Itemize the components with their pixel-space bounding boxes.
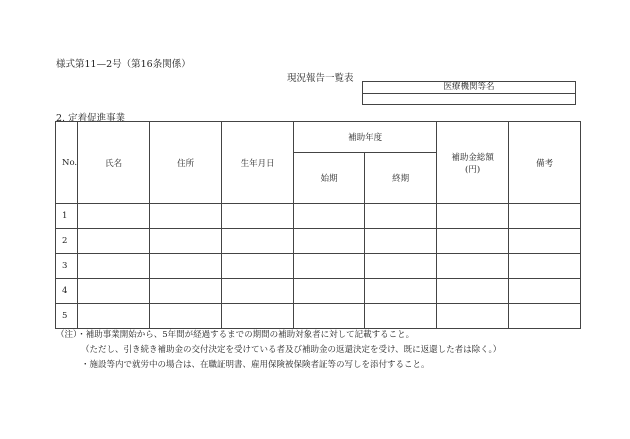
cell-start[interactable] bbox=[294, 304, 365, 329]
cell-address[interactable] bbox=[150, 204, 222, 229]
cell-birthdate[interactable] bbox=[222, 304, 294, 329]
cell-amount[interactable] bbox=[437, 229, 509, 254]
cell-remarks[interactable] bbox=[509, 279, 581, 304]
header-address: 住所 bbox=[150, 122, 222, 204]
row-number: 2 bbox=[56, 229, 78, 254]
cell-end[interactable] bbox=[365, 304, 437, 329]
header-subsidy-year: 補助年度 bbox=[294, 122, 437, 153]
cell-birthdate[interactable] bbox=[222, 254, 294, 279]
cell-amount[interactable] bbox=[437, 254, 509, 279]
section-title: 2. 定着促進事業 bbox=[56, 113, 126, 124]
row-number: 4 bbox=[56, 279, 78, 304]
cell-end[interactable] bbox=[365, 229, 437, 254]
header-start: 始期 bbox=[294, 153, 365, 204]
cell-end[interactable] bbox=[365, 254, 437, 279]
header-name: 氏名 bbox=[78, 122, 150, 204]
cell-remarks[interactable] bbox=[509, 204, 581, 229]
header-total-amount-unit: (円) bbox=[465, 164, 481, 175]
note-3: ・施設等内で就労中の場合は、在職証明書、雇用保険被保険者証等の写しを添付すること。 bbox=[81, 360, 430, 370]
header-remarks: 備考 bbox=[509, 122, 581, 204]
header-end: 終期 bbox=[365, 153, 437, 204]
table-row bbox=[56, 204, 581, 229]
institution-name-label: 医療機関等名 bbox=[363, 82, 575, 94]
cell-name[interactable] bbox=[78, 204, 150, 229]
header-no: No. bbox=[56, 122, 78, 204]
header-total-amount-label: 補助金総額 bbox=[451, 152, 494, 163]
header-total-amount bbox=[437, 122, 509, 204]
header-birthdate: 生年月日 bbox=[222, 122, 294, 204]
cell-birthdate[interactable] bbox=[222, 204, 294, 229]
cell-remarks[interactable] bbox=[509, 304, 581, 329]
row-number: 3 bbox=[56, 254, 78, 279]
cell-start[interactable] bbox=[294, 254, 365, 279]
cell-birthdate[interactable] bbox=[222, 229, 294, 254]
cell-address[interactable] bbox=[150, 304, 222, 329]
cell-name[interactable] bbox=[78, 254, 150, 279]
table-row bbox=[56, 279, 581, 304]
cell-name[interactable] bbox=[78, 304, 150, 329]
cell-start[interactable] bbox=[294, 229, 365, 254]
cell-end[interactable] bbox=[365, 204, 437, 229]
cell-end[interactable] bbox=[365, 279, 437, 304]
cell-start[interactable] bbox=[294, 204, 365, 229]
table-row bbox=[56, 304, 581, 329]
cell-amount[interactable] bbox=[437, 204, 509, 229]
institution-name-field[interactable] bbox=[363, 94, 575, 105]
cell-remarks[interactable] bbox=[509, 229, 581, 254]
cell-start[interactable] bbox=[294, 279, 365, 304]
cell-amount[interactable] bbox=[437, 304, 509, 329]
institution-name-box bbox=[362, 81, 576, 105]
row-number: 5 bbox=[56, 304, 78, 329]
cell-remarks[interactable] bbox=[509, 254, 581, 279]
table-row bbox=[56, 254, 581, 279]
cell-amount[interactable] bbox=[437, 279, 509, 304]
cell-address[interactable] bbox=[150, 229, 222, 254]
cell-address[interactable] bbox=[150, 254, 222, 279]
note-1: （注）・補助事業開始から、5年間が経過するまでの期間の補助対象者に対して記載すること。 bbox=[56, 330, 415, 340]
row-number: 1 bbox=[56, 204, 78, 229]
cell-address[interactable] bbox=[150, 279, 222, 304]
subsidy-recipient-table bbox=[55, 121, 581, 329]
table-row bbox=[56, 229, 581, 254]
cell-name[interactable] bbox=[78, 229, 150, 254]
note-2: （ただし、引き続き補助金の交付決定を受けている者及び補助金の返還決定を受け、既に返還した者は除く。） bbox=[81, 345, 502, 355]
cell-name[interactable] bbox=[78, 279, 150, 304]
form-number: 様式第11—2号（第16条関係） bbox=[56, 59, 191, 70]
cell-birthdate[interactable] bbox=[222, 279, 294, 304]
document-title: 現況報告一覧表 bbox=[287, 73, 354, 84]
